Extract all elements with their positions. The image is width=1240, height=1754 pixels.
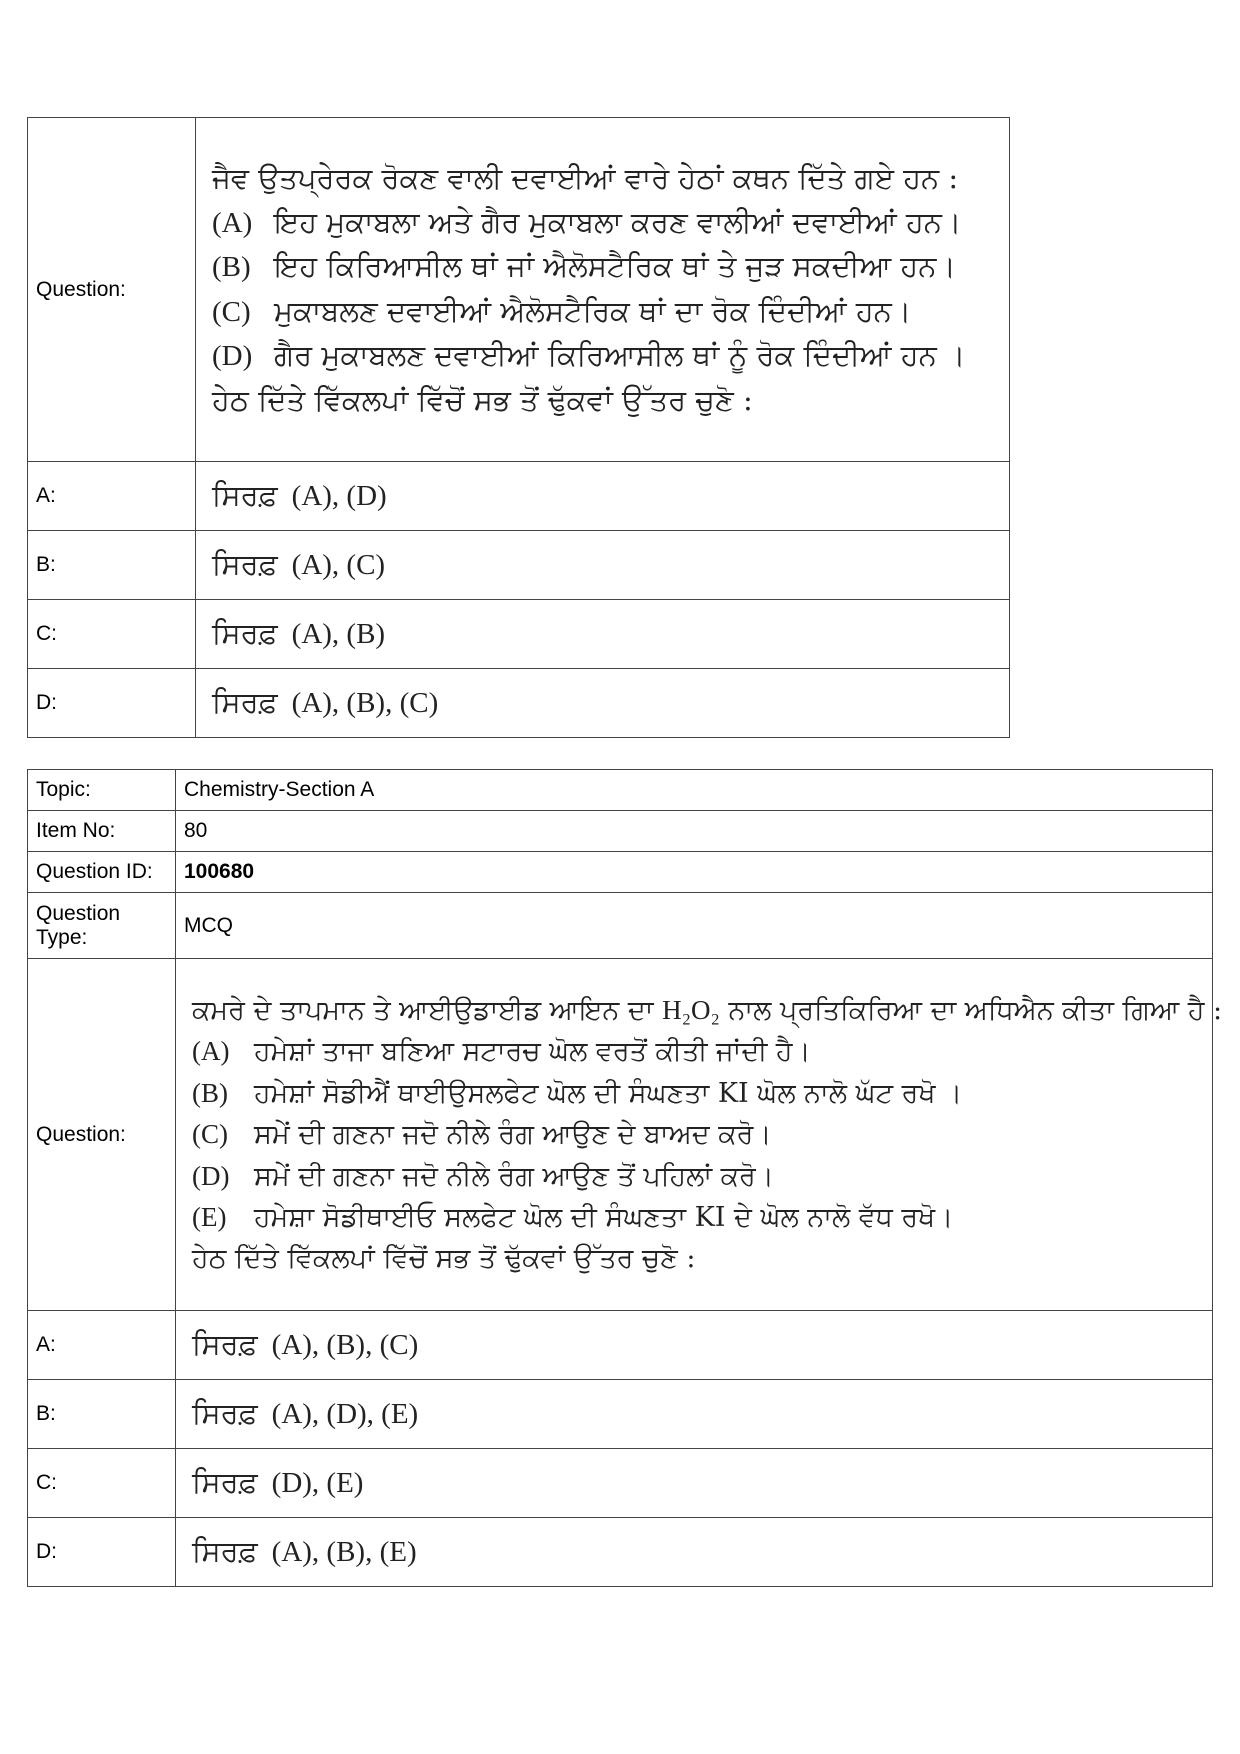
question-id-value: 100680: [176, 852, 1213, 893]
question-2-stem: ਕਮਰੇ ਦੇ ਤਾਪਮਾਨ ਤੇ ਆਈਉਡਾਈਡ ਆਇਨ ਦਾ H₂O₂ ਨਾਲ ਪ੍ਰਤਿਕਿਰਿਆ ਦਾ ਅਧਿਐਨ ਕੀਤਾ ਗਿਆ ਹੈ :: [192, 994, 1223, 1026]
question-1-body: [196, 118, 1010, 462]
option-label: C:: [28, 1449, 176, 1518]
option-c[interactable]: ਸਿਰਫ਼ (D), (E): [176, 1449, 1213, 1518]
question-1-table: [27, 117, 1010, 738]
statement-a: (A) ਇਹ ਮੁਕਾਬਲਾ ਅਤੇ ਗੈਰ ਮੁਕਾਬਲਾ ਕਰਣ ਵਾਲੀਆਂ ਦਵਾਈਆਂ ਹਨ।: [212, 204, 962, 239]
statement-b: (B) ਇਹ ਕਿਰਿਆਸੀਲ ਥਾਂ ਜਾਂ ਐਲੋਸਟੈਰਿਕ ਥਾਂ ਤੇ ਜੁੜ ਸਕਦੀਆ ਹਨ।: [212, 249, 956, 283]
statement-b: (B) ਹਮੇਸ਼ਾਂ ਸੋਡੀਐਂ ਥਾਈਉਸਲਫੇਟ ਘੋਲ ਦੀ ਸੰਘਣਤਾ KI ਘੋਲ ਨਾਲੋ ਘੱਟ ਰਖੋ ।: [192, 1077, 963, 1109]
option-b[interactable]: ਸਿਰਫ਼ (A), (C): [196, 531, 1010, 600]
topic-label: Topic:: [28, 770, 176, 811]
question-1-stem: ਜੈਵ ਉਤਪ੍ਰੇਰਕ ਰੋਕਣ ਵਾਲੀ ਦਵਾਈਆਂ ਵਾਰੇ ਹੇਠਾਂ ਕਥਨ ਦਿੱਤੇ ਗਏ ਹਨ :: [212, 161, 959, 195]
statement-e: (E) ਹਮੇਸ਼ਾ ਸੋਡੀਥਾਈਓ ਸਲਫੇਟ ਘੋਲ ਦੀ ਸੰਘਣਤਾ KI ਦੇ ਘੋਲ ਨਾਲੋ ਵੱਧ ਰਖੋ।: [192, 1202, 954, 1234]
option-row-b[interactable]: [28, 1380, 1213, 1449]
question-2-row: [28, 959, 1213, 1311]
option-row-c[interactable]: [28, 1449, 1213, 1518]
question-2-instruction: ਹੇਠ ਦਿੱਤੇ ਵਿੱਕਲਪਾਂ ਵਿੱਚੋਂ ਸਭ ਤੋਂ ਢੁੱਕਵਾਂ ਉੱਤਰ ਚੁਣੋ :: [192, 1242, 696, 1274]
question-type-value: MCQ: [176, 893, 1213, 959]
option-d[interactable]: ਸਿਰਫ਼ (A), (B), (E): [176, 1518, 1213, 1587]
topic-value: Chemistry-Section A: [176, 770, 1213, 811]
item-row: [28, 811, 1213, 852]
option-a[interactable]: ਸਿਰਫ਼ (A), (D): [196, 462, 1010, 531]
question-2-body: [176, 959, 1223, 1311]
option-b[interactable]: ਸਿਰਫ਼ (A), (D), (E): [176, 1380, 1213, 1449]
option-label: B:: [28, 531, 196, 600]
option-row-b[interactable]: [28, 531, 1010, 600]
topic-row: [28, 770, 1213, 811]
item-label: Item No:: [28, 811, 176, 852]
option-row-a[interactable]: [28, 462, 1010, 531]
question-label: Question:: [28, 118, 196, 462]
option-row-d[interactable]: [28, 1518, 1213, 1587]
option-label: D:: [28, 669, 196, 738]
statement-c: (C) ਸਮੇਂ ਦੀ ਗਣਨਾ ਜਦੋ ਨੀਲੇ ਰੰਗ ਆਉਣ ਦੇ ਬਾਅਦ ਕਰੋ।: [192, 1119, 772, 1151]
question-1-instruction: ਹੇਠ ਦਿੱਤੇ ਵਿੱਕਲਪਾਂ ਵਿੱਚੋਂ ਸਭ ਤੋਂ ਢੁੱਕਵਾਂ ਉੱਤਰ ਚੁਣੋ :: [212, 382, 753, 417]
option-row-c[interactable]: [28, 600, 1010, 669]
question-type-label: Question Type:: [28, 893, 176, 959]
statement-d: (D) ਗੈਰ ਮੁਕਾਬਲਣ ਦਵਾਈਆਂ ਕਿਰਿਆਸੀਲ ਥਾਂ ਨੂੰ ਰੋਕ ਦਿੰਦੀਆਂ ਹਨ ।: [212, 338, 966, 372]
question-type-row: [28, 893, 1213, 959]
option-a[interactable]: ਸਿਰਫ਼ (A), (B), (C): [176, 1311, 1213, 1380]
statement-c: (C) ਮੁਕਾਬਲਣ ਦਵਾਈਆਂ ਐਲੋਸਟੈਰਿਕ ਥਾਂ ਦਾ ਰੋਕ ਦਿੰਦੀਆਂ ਹਨ।: [212, 293, 912, 328]
option-c[interactable]: ਸਿਰਫ਼ (A), (B): [196, 600, 1010, 669]
option-row-a[interactable]: [28, 1311, 1213, 1380]
option-d[interactable]: ਸਿਰਫ਼ (A), (B), (C): [196, 669, 1010, 738]
h2o2-formula: H₂O₂: [662, 994, 720, 1025]
option-label: C:: [28, 600, 196, 669]
option-label: A:: [28, 462, 196, 531]
statement-a: (A) ਹਮੇਸ਼ਾਂ ਤਾਜਾ ਬਣਿਆ ਸਟਾਰਚ ਘੋਲ ਵਰਤੋਂ ਕੀਤੀ ਜਾਂਦੀ ਹੈ।: [192, 1036, 811, 1068]
question-1-row: [28, 118, 1010, 462]
question-id-label: Question ID:: [28, 852, 176, 893]
question-2-table: [27, 769, 1223, 1587]
statement-d: (D) ਸਮੇਂ ਦੀ ਗਣਨਾ ਜਦੋ ਨੀਲੇ ਰੰਗ ਆਉਣ ਤੋਂ ਪਹਿਲਾਂ ਕਰੋ।: [192, 1160, 774, 1192]
option-label: D:: [28, 1518, 176, 1587]
option-label: B:: [28, 1380, 176, 1449]
option-row-d[interactable]: [28, 669, 1010, 738]
question-label: Question:: [28, 959, 176, 1311]
item-value: 80: [176, 811, 1213, 852]
question-id-row: [28, 852, 1213, 893]
option-label: A:: [28, 1311, 176, 1380]
